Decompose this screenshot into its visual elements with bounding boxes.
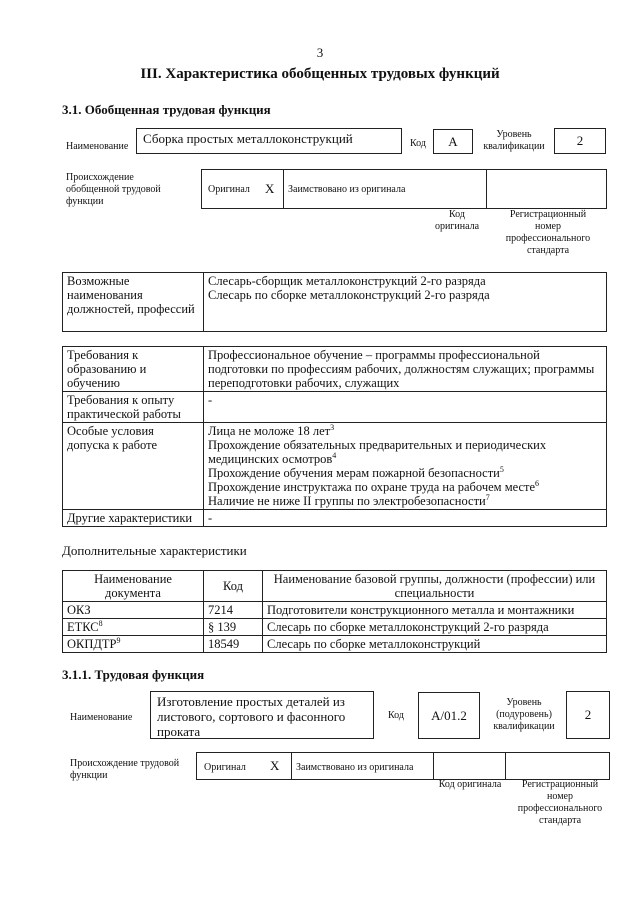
- table-row: [63, 273, 607, 332]
- additional-table: [62, 570, 607, 653]
- row-doc: ОКПДТР$^9$: [63, 636, 204, 653]
- tf-code-original-label: Код оригинала: [438, 779, 502, 790]
- gtf-level-value: 2: [576, 133, 584, 148]
- gtf-level-label: Уровень квалификации: [483, 129, 545, 152]
- position-line: Слесарь-сборщик металлоконструкций 2-го разряда: [208, 274, 486, 288]
- tf-origin-label: Происхождение трудовой функции: [70, 758, 180, 781]
- col-doc-header: Наименование документа: [63, 571, 204, 602]
- page-number: 3: [316, 45, 324, 60]
- tf-code-value: А/01.2: [431, 708, 467, 723]
- tf-level-label: Уровень (подуровень) квалификации: [493, 697, 555, 732]
- position-line: Слесарь по сборке металлоконструкций 2-го разряда: [208, 288, 490, 302]
- gtf-code-label: Код: [410, 138, 426, 149]
- row-name: Подготовители конструкционного металла и монтажники: [263, 602, 607, 619]
- tf-name-box: [150, 691, 374, 739]
- row-doc: ОКЗ: [63, 602, 204, 619]
- tf-level-value: 2: [584, 707, 592, 722]
- tf-heading: 3.1.1. Трудовая функция: [62, 667, 205, 682]
- gtf-origin-label: Происхождение обобщенной трудовой функции: [66, 172, 161, 207]
- gtf-original-label: Оригинал: [208, 184, 250, 195]
- special-label: Особые условия допуска к работе: [63, 423, 204, 510]
- other-label: Другие характеристики: [63, 510, 204, 527]
- special-item: Прохождение обучения мерам пожарной безопасности$^5$: [208, 464, 504, 480]
- gtf-name-label: Наименование: [66, 141, 129, 152]
- table-row: [63, 347, 607, 392]
- additional-heading: Дополнительные характеристики: [62, 543, 247, 558]
- positions-table: [62, 272, 607, 332]
- table-row: [63, 619, 607, 636]
- special-item: Прохождение инструктажа по охране труда на рабочем месте$^6$: [208, 478, 540, 494]
- col-code-header: Код: [204, 571, 263, 602]
- education-label: Требования к образованию и обучению: [63, 347, 204, 392]
- row-name: Слесарь по сборке металлоконструкций: [263, 636, 607, 653]
- tf-original-label: Оригинал: [204, 762, 246, 773]
- gtf-name-value: Сборка простых металлоконструкций: [143, 131, 353, 146]
- table-row: [63, 510, 607, 527]
- row-code: 7214: [204, 602, 263, 619]
- gtf-reg-number-label: Регистрационный номер профессионального стандарта: [505, 209, 591, 256]
- section-title: III. Характеристика обобщенных трудовых функций: [140, 66, 500, 82]
- positions-values: [204, 273, 607, 332]
- col-name-header: Наименование базовой группы, должности (профессии) или специальности: [263, 571, 607, 602]
- tf-name-value: Изготовление простых деталей из листового, сортового и фасонного проката: [157, 694, 346, 739]
- special-item: Лица не моложе 18 лет$^3$: [208, 422, 335, 438]
- gtf-name-box: [136, 128, 402, 154]
- tf-level-box: [566, 691, 610, 739]
- gtf-code-value: А: [448, 134, 458, 149]
- row-code: § 139: [204, 619, 263, 636]
- gtf-code-box: [433, 129, 473, 154]
- tf-name-label: Наименование: [70, 712, 133, 723]
- table-row: [63, 423, 607, 510]
- gtf-heading: 3.1. Обобщенная трудовая функция: [62, 102, 271, 117]
- tf-code-label: Код: [388, 710, 404, 721]
- gtf-code-original-label: Код оригинала: [434, 209, 480, 232]
- experience-label: Требования к опыту практической работы: [63, 392, 204, 423]
- table-row: [63, 602, 607, 619]
- special-item: Наличие не ниже II группы по электробезопасности$^7$: [208, 492, 490, 508]
- gtf-borrowed-label: Заимствовано из оригинала: [288, 184, 406, 195]
- table-row: [63, 571, 607, 602]
- tf-borrowed-label: Заимствовано из оригинала: [296, 762, 414, 773]
- gtf-level-box: [554, 128, 606, 154]
- tf-reg-number-label: Регистрационный номер профессионального стандарта: [517, 779, 603, 826]
- experience-value: -: [204, 392, 607, 423]
- row-code: 18549: [204, 636, 263, 653]
- positions-label: Возможные наименования должностей, профессий: [63, 273, 204, 332]
- table-row: [63, 392, 607, 423]
- other-value: -: [204, 510, 607, 527]
- row-name: Слесарь по сборке металлоконструкций 2-го разряда: [263, 619, 607, 636]
- row-doc: ЕТКС$^8$: [63, 619, 204, 636]
- requirements-table: [62, 346, 607, 527]
- tf-original-mark: X: [270, 758, 280, 773]
- gtf-original-mark: X: [265, 181, 275, 196]
- special-item: Прохождение обязательных предварительных и периодических медицинских осмотров$^4$: [208, 438, 547, 466]
- special-values: [204, 423, 607, 510]
- education-value: Профессиональное обучение – программы профессиональной подготовки по профессиям рабочих, должностям служащих; программы переподготовки рабочих, служащих: [204, 347, 607, 392]
- tf-code-box: [418, 692, 480, 739]
- table-row: [63, 636, 607, 653]
